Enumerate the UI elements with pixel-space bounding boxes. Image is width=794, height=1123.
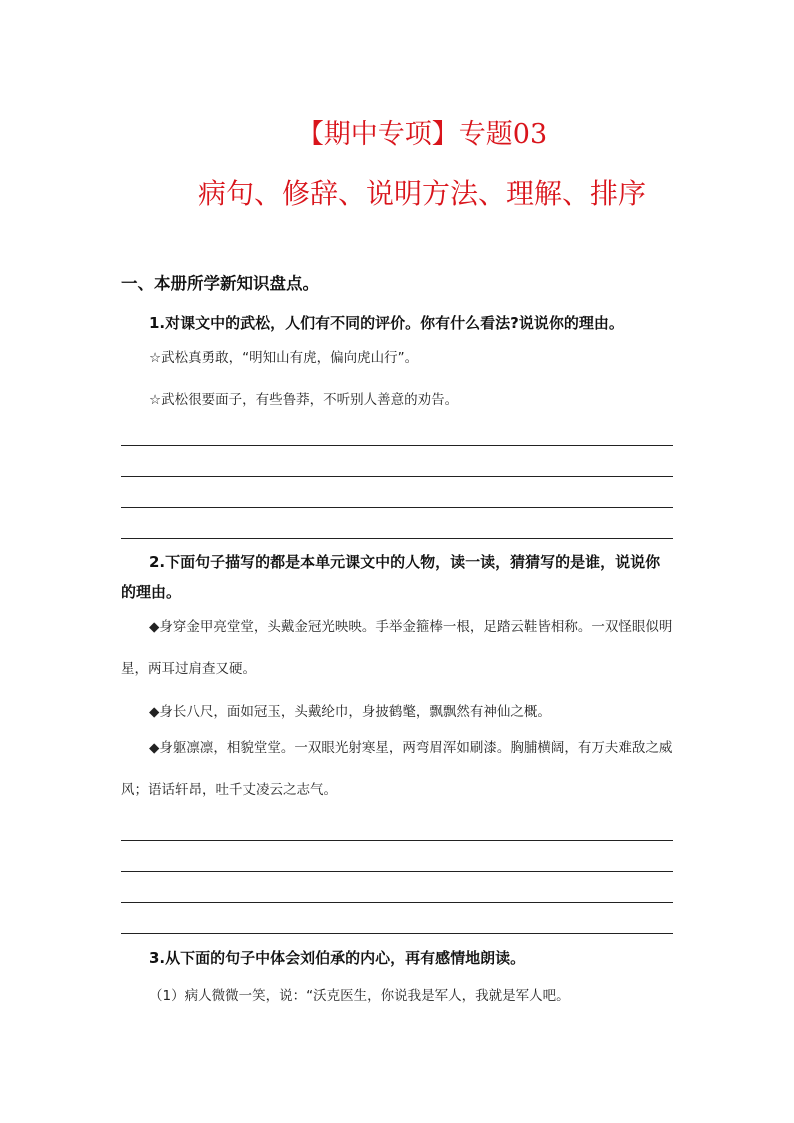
q2-description-c [121,727,675,811]
answer-line[interactable] [121,902,673,903]
question-1-text: 1.对课文中的武松，人们有不同的评价。你有什么看法?说说你的理由。 [149,314,624,332]
answer-line[interactable] [121,445,673,446]
question-3 [121,943,673,973]
q2-description-b: ◆身长八尺，面如冠玉，头戴纶巾，身披鹤氅，飘飘然有神仙之概。 [149,704,551,720]
answer-line[interactable] [121,538,673,539]
answer-line[interactable] [121,840,673,841]
q3-sentence-1: （1）病人微微一笑，说：“沃克医生，你说我是军人，我就是军人吧。 [149,988,570,1004]
answer-line[interactable] [121,871,673,872]
q2-description-a [121,606,675,690]
document-title: 【期中专项】专题03 [296,119,548,150]
question-3-text: 3.从下面的句子中体会刘伯承的内心，再有感情地朗读。 [149,949,526,967]
answer-line[interactable] [121,933,673,934]
question-1 [121,308,673,338]
question-2-text: 2.下面句子描写的都是本单元课文中的人物，读一读，猜猜写的是谁，说说你的理由。 [121,553,661,601]
q1-opinion-b: ☆武松很要面子，有些鲁莽，不听别人善意的劝告。 [149,392,459,408]
q1-opinion-a: ☆武松真勇敢，“明知山有虎，偏向虎山行”。 [149,350,419,366]
question-2 [121,547,673,607]
q2-description-a-text: ◆身穿金甲亮堂堂，头戴金冠光映映。手举金箍棒一根，足踏云鞋皆相称。一双怪眼似明星，两耳过肩查又硬。 [121,619,673,677]
document-subtitle: 病句、修辞、说明方法、理解、排序 [197,177,646,210]
section-heading: 一、本册所学新知识盘点。 [121,274,319,293]
q2-description-c-text: ◆身躯凛凛，相貌堂堂。一双眼光射寒星，两弯眉浑如刷漆。胸脯横阔，有万夫难敌之威风；语话轩昂，吐千丈凌云之志气。 [121,740,673,798]
answer-line[interactable] [121,507,673,508]
answer-line[interactable] [121,476,673,477]
